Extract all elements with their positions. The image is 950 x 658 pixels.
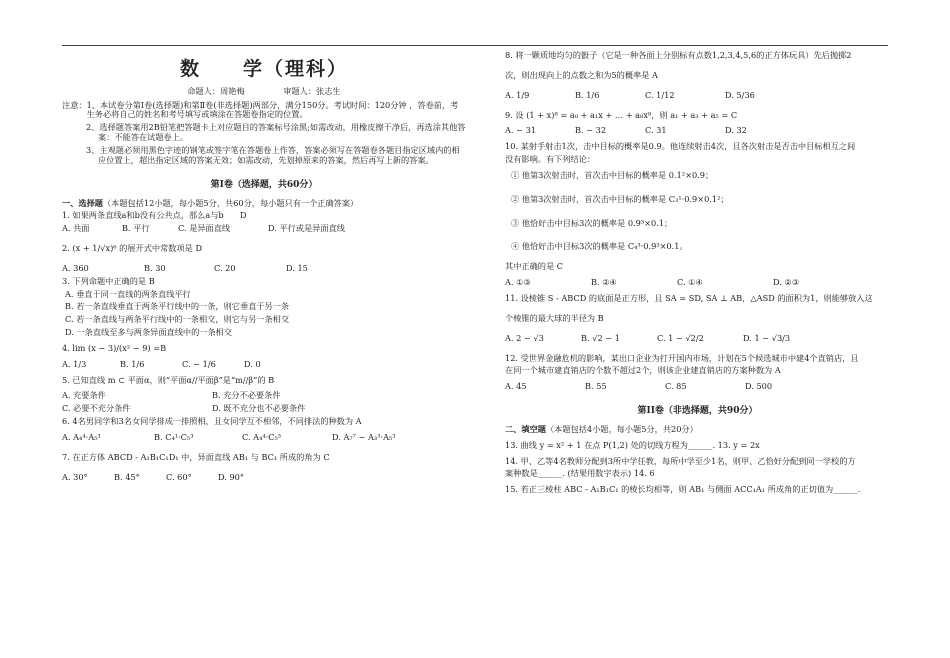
question-11-line1: 11. 设棱锥 S - ABCD 的底面是正方形，且 SA = SD, SA ⊥ AB，△ASD 的面积为1，则能够放入这 xyxy=(505,292,873,303)
choice-intro-label: 一、选择题 xyxy=(62,197,103,208)
question-3-options xyxy=(62,290,466,338)
question-14-line2: 案种数是______. (结果用数字表示) 14. 6 xyxy=(505,468,655,479)
option: C. 必要不充分条件 xyxy=(62,403,131,414)
statement: ① 他第3次射击时，首次击中目标的概率是 0.1²×0.9； xyxy=(511,169,714,180)
option: D. 平行或是异面直线 xyxy=(268,223,345,234)
question-12-options xyxy=(505,382,890,392)
choice-intro-text: （本题包括12小题，每小题5分，共60分，每小题只有一个正确答案） xyxy=(102,197,359,208)
option: C. − 1/6 xyxy=(182,358,216,369)
question-12-line1: 12. 受世界金融危机的影响，某出口企业为打开国内市场，计划在5个候选城市中建4个直销店，且 xyxy=(505,352,859,363)
option: C. 60° xyxy=(166,471,192,482)
fill-intro-text: （本题包括4小题，每小题5分，共20分） xyxy=(545,423,698,434)
option: B. 30 xyxy=(144,262,166,273)
question-8-line2: 次，则出现向上的点数之和为5的概率是 A xyxy=(505,69,658,80)
option: A. 垂直于同一直线的两条直线平行 xyxy=(65,288,191,299)
option: D. 0 xyxy=(244,358,261,369)
question-11-options xyxy=(505,334,890,344)
option: A. 1/3 xyxy=(62,358,87,369)
statement: ③ 他恰好击中目标3次的概率是 0.9³×0.1； xyxy=(511,217,673,228)
question-8-line1: 8. 将一颗质地均匀的骰子（它是一种各面上分别标有点数1,2,3,4,5,6的正方体玩具）先后抛掷2 xyxy=(505,50,852,60)
option: A. 30° xyxy=(62,471,88,482)
question-10-options xyxy=(505,278,890,288)
option: D. 90° xyxy=(218,471,244,482)
option: B. 若一条直线垂直于两条平行线中的一条，则它垂直于另一条 xyxy=(65,301,290,312)
note-1: 1、本试卷分第Ⅰ卷(选择题)和第Ⅱ卷(非选择题)两部分，满分150分。考试时间：120分钟 ，答卷前，考生务必将自己的姓名和考号填写或填涂在答题卷指定的位置。 xyxy=(86,99,459,120)
option: D. 1 − √3/3 xyxy=(743,332,791,343)
option: C. 是异面直线 xyxy=(178,223,231,234)
authors xyxy=(62,87,466,97)
part2-title: 第II卷（非选择题，共90分） xyxy=(637,406,758,417)
question-1: 1. 如果两条直线a和b没有公共点，那么a与b D xyxy=(62,210,247,221)
option: A. − 31 xyxy=(505,125,536,136)
question-9-options xyxy=(505,126,890,136)
option: A. ①③ xyxy=(505,277,531,288)
question-13: 13. 曲线 y = x² + 1 在点 P(1,2) 处的切线方程为______. 13. y = 2x xyxy=(505,439,760,450)
option: D. 500 xyxy=(745,381,773,392)
fill-intro-label: 二、填空题 xyxy=(505,423,546,434)
option: C. 85 xyxy=(665,381,687,392)
author-proposer: 命题人：周艳梅 xyxy=(187,85,245,96)
question-2: 2. (x + 1/√x)⁶ 的展开式中常数项是 D xyxy=(62,243,203,254)
question-10-line1: 10. 某射手射击1次，击中目标的概率是0.9。他连续射击4次，且各次射击是否击中目标相互之间 xyxy=(505,141,856,152)
left-column xyxy=(62,52,466,483)
statement: ④ 他恰好击中目标3次的概率是 C₄³·0.9³×0.1。 xyxy=(511,241,688,252)
option: C. ①④ xyxy=(677,277,703,288)
option: A. 2 − √3 xyxy=(505,332,544,343)
top-rule xyxy=(62,45,888,46)
question-4-options xyxy=(62,360,466,370)
question-10-statements xyxy=(505,171,890,252)
question-10-line3: 其中正确的是 C xyxy=(505,261,563,272)
option: B. 1/6 xyxy=(575,89,600,100)
option: B. √2 − 1 xyxy=(581,332,620,343)
option: D. ②③ xyxy=(773,277,800,288)
question-5: 5. 已知直线 m ⊂ 平面α，则“平面α//平面β”是“m//β”的 B xyxy=(62,374,275,385)
question-11-line2: 个棱锥的最大球的半径为 B xyxy=(505,312,604,323)
question-8-options xyxy=(505,91,890,101)
option: C. 1/12 xyxy=(645,89,675,100)
question-1-options xyxy=(62,224,466,234)
option: D. 5/36 xyxy=(725,89,755,100)
option: C. 31 xyxy=(645,125,667,136)
option: D. A₇⁷ − A₃³·A₅³ xyxy=(332,432,396,442)
question-6: 6. 4名男同学和3名女同学排成一排照相，且女同学互不相邻，不同排法的种数为 A xyxy=(62,416,362,427)
option: C. 1 − √2/2 xyxy=(657,332,704,343)
note-2: 2、选择题答案用2B铅笔把答题卡上对应题目的答案标号涂黑;如需改动，用橡皮擦干净后，再选涂其他答案：不能答在试题卷上。 xyxy=(86,122,466,143)
question-12-line2: 在同一个城市建直销店的个数不超过2个，则该企业建直销店的方案种数为 A xyxy=(505,365,781,376)
notes-label: 注意： xyxy=(62,99,87,110)
option: C. A₄⁴·C₅³ xyxy=(242,432,282,442)
question-9: 9. 设 (1 + x)⁸ = a₀ + a₁x + … + a₈x⁸，则 a₁ + a₃ + a₅ = C xyxy=(505,109,738,120)
option: D. 32 xyxy=(725,125,747,136)
question-7: 7. 在正方体 ABCD - A₁B₁C₁D₁ 中，异面直线 AB₁ 与 BC₁ 所成的角为 C xyxy=(62,451,330,462)
option: B. 1/6 xyxy=(120,358,145,369)
notes xyxy=(62,101,466,166)
option: C. 20 xyxy=(214,262,236,273)
question-4: 4. lim (x − 3)/(x² − 9) =B xyxy=(62,342,167,353)
author-reviewer: 审题人：张志生 xyxy=(283,85,341,96)
note-3: 3、主观题必须用黑色字迹的钢笔或签字笔在答题卷上作答，答案必须写在答题卷各题目指定区域内的相应位置上，超出指定区域的答案无效；如需改动，先划掉原来的答案，然后再写上新的答案。 xyxy=(86,145,460,165)
option: A. 1/9 xyxy=(505,89,530,100)
question-5-options-row2 xyxy=(62,404,466,414)
fill-intro xyxy=(505,425,890,435)
option: B. 55 xyxy=(585,381,607,392)
option: B. 45° xyxy=(114,471,140,482)
option: C. 若一条直线与两条平行线中的一条相交，则它与另一条相交 xyxy=(65,314,290,325)
question-7-options xyxy=(62,473,466,483)
question-14-line1: 14. 甲、乙等4名教师分配到3所中学任教，每所中学至少1名，则甲、乙恰好分配到同一学校的方 xyxy=(505,455,856,466)
option: B. 充分不必要条件 xyxy=(212,390,281,401)
option: B. C₄¹·C₅³ xyxy=(154,432,194,442)
question-2-options xyxy=(62,264,466,274)
right-column xyxy=(505,48,890,495)
question-6-options xyxy=(62,433,466,443)
question-3: 3. 下列命题中正确的是 B xyxy=(62,275,155,286)
statement: ② 他第3次射击时，首次击中目标的概率是 C₃¹·0.9×0.1²； xyxy=(511,193,729,204)
option: A. 360 xyxy=(62,262,89,273)
option: B. 平行 xyxy=(122,223,150,234)
option: A. 充要条件 xyxy=(62,390,106,401)
option: D. 15 xyxy=(286,262,308,273)
option: B. − 32 xyxy=(575,125,607,136)
option: A. 45 xyxy=(505,381,527,392)
question-5-options-row1 xyxy=(62,391,466,401)
question-10-line2: 没有影响。有下列结论： xyxy=(505,154,596,165)
option: D. 既不充分也不必要条件 xyxy=(212,403,306,414)
option: A. 共面 xyxy=(62,223,90,234)
option: A. A₄⁴·A₅³ xyxy=(62,432,101,442)
question-15: 15. 若正三棱柱 ABC - A₁B₁C₁ 的棱长均相等，则 AB₁ 与侧面 ACC₁A₁ 所成角的正切值为______. xyxy=(505,484,861,495)
part1-title: 第Ⅰ卷（选择题，共60分） xyxy=(210,179,318,190)
page-title: 数 学（理科） xyxy=(179,58,348,80)
option: B. ②④ xyxy=(591,277,617,288)
option: D. 一条直线至多与两条异面直线中的一条相交 xyxy=(65,327,233,338)
choice-intro xyxy=(62,199,466,209)
